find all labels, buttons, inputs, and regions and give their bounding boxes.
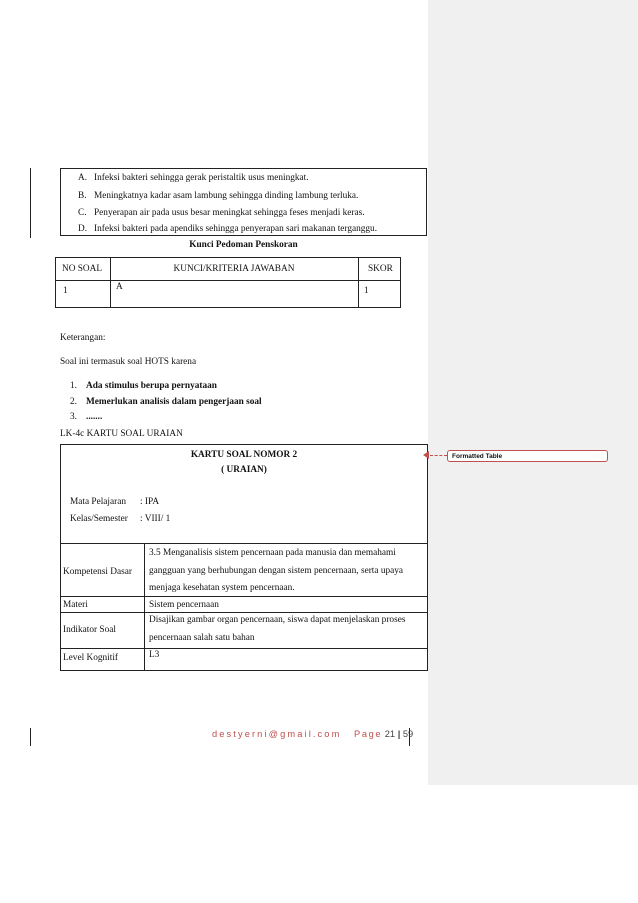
comment-arrow-icon — [423, 451, 429, 459]
kunci-title: Kunci Pedoman Penskoran — [189, 240, 298, 250]
indikator-label: Indikator Soal — [63, 625, 116, 635]
kd-label: Kompetensi Dasar — [63, 567, 132, 577]
kd-line: 3.5 Menganalisis sistem pencernaan pada manusia dan memahami — [149, 548, 396, 558]
formatted-table-comment[interactable]: Formatted Table — [447, 450, 608, 462]
option-c: C. Penyerapan air pada usus besar meningkat sehingga feses menjadi keras. — [78, 208, 365, 218]
kd-line: menjaga kesehatan system pencernaan. — [149, 583, 295, 593]
option-b: B. Meningkatnya kadar asam lambung sehingga dinding lambung terluka. — [78, 191, 359, 201]
option-d: D. Infeksi bakteri pada apendiks sehingga penyerapan sari makanan terganggu. — [78, 224, 378, 234]
footer-page-current: 21 — [384, 729, 396, 739]
cell-no: 1 — [63, 286, 68, 296]
kartu-title: KARTU SOAL NOMOR 2 — [190, 450, 298, 460]
materi-value: Sistem pencernaan — [149, 600, 219, 610]
lk-title: LK-4c KARTU SOAL URAIAN — [60, 429, 183, 439]
left-margin-mark — [30, 168, 31, 238]
kartu-table-rule — [60, 543, 428, 544]
indikator-line: pencernaan salah satu bahan — [149, 633, 255, 643]
kunci-table-rule — [55, 280, 401, 281]
header-no-soal: NO SOAL — [62, 264, 103, 274]
footer-page-total: 59 — [402, 729, 414, 739]
keterangan-label: Keterangan: — [60, 333, 106, 343]
page-footer — [212, 729, 413, 739]
keterangan-item: 2. Memerlukan analisis dalam pengerjaan soal — [70, 397, 262, 407]
indikator-line: Disajikan gambar organ pencernaan, siswa dapat menjelaskan proses — [149, 615, 406, 625]
comment-connector — [430, 455, 447, 456]
kelas-label: Kelas/Semester — [70, 514, 128, 524]
kunci-table-rule — [358, 257, 359, 308]
kartu-table-rule — [60, 648, 428, 649]
keterangan-item: 3. ....... — [70, 412, 103, 422]
kd-line: gangguan yang berhubungan dengan sistem pencernaan, serta upaya — [149, 566, 404, 576]
mapel-value: : IPA — [140, 497, 160, 507]
keterangan-item: 1. Ada stimulus berupa pernyataan — [70, 381, 217, 391]
kartu-table-rule — [144, 543, 145, 671]
footer-email: destyerni@gmail.com — [212, 729, 342, 739]
mapel-label: Mata Pelajaran — [70, 497, 127, 507]
option-a: A. Infeksi bakteri sehingga gerak peristaltik usus meningkat. — [78, 173, 309, 183]
left-margin-mark-footer — [30, 728, 31, 746]
cell-kunci: A — [116, 282, 123, 292]
answer-options-box — [60, 168, 427, 236]
level-label: Level Kognitif — [63, 653, 118, 663]
footer-page-label: Page — [354, 729, 383, 739]
kartu-subtitle: ( URAIAN) — [221, 465, 267, 475]
kartu-table-rule — [60, 596, 428, 597]
cell-skor: 1 — [364, 286, 369, 296]
footer-separator: | — [397, 729, 401, 739]
kartu-table-rule — [60, 612, 428, 613]
keterangan-intro: Soal ini termasuk soal HOTS karena — [60, 357, 197, 367]
header-skor: SKOR — [368, 264, 393, 274]
header-kunci: KUNCI/KRITERIA JAWABAN — [173, 264, 295, 274]
comment-sidebar — [428, 0, 638, 785]
level-value: L3 — [149, 650, 160, 660]
materi-label: Materi — [63, 600, 88, 610]
kelas-value: : VIII/ 1 — [140, 514, 171, 524]
